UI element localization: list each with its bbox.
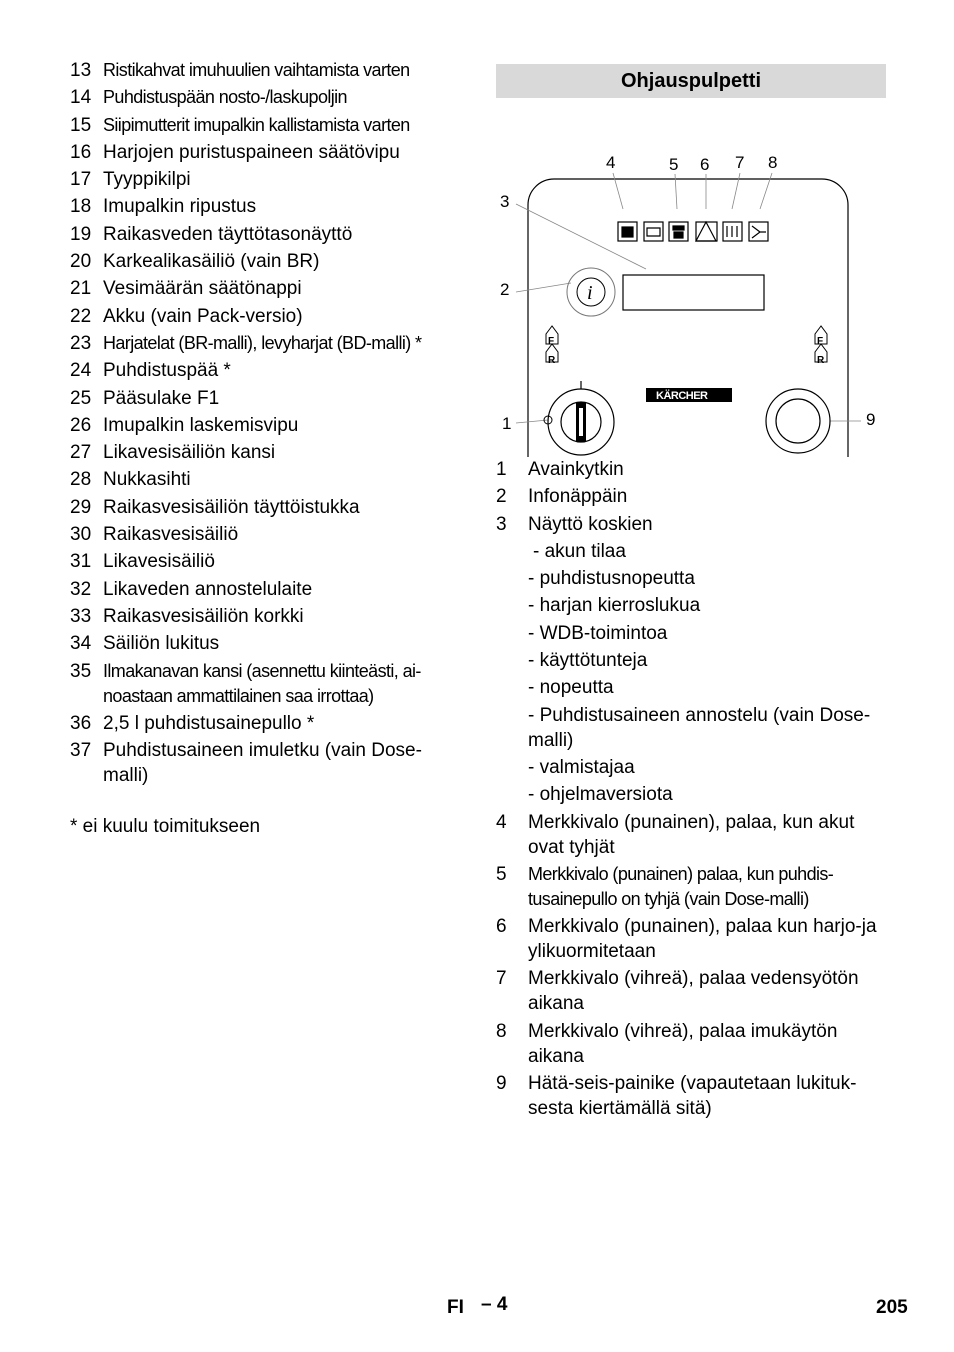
item-number: 33 <box>70 605 92 627</box>
item-number: 35 <box>70 660 92 682</box>
indicator-icons <box>618 222 768 241</box>
emergency-stop-button <box>766 389 830 453</box>
item-number: 16 <box>70 141 92 163</box>
legend-item <box>496 512 886 537</box>
item-number: 25 <box>70 387 92 409</box>
callout-9: 9 <box>866 410 876 429</box>
list-item <box>70 549 465 574</box>
list-item <box>70 631 465 656</box>
item-text: Raikasveden täyttötasonäyttö <box>103 223 353 245</box>
list-item <box>70 140 465 165</box>
item-number: 31 <box>70 551 92 573</box>
warning-triangle-icon <box>696 222 716 241</box>
item-text: Pääsulake F1 <box>103 387 220 409</box>
item-number: 24 <box>70 360 92 382</box>
legend-subitem: - valmistajaa <box>528 756 635 778</box>
list-item <box>70 604 465 629</box>
item-text: Merkkivalo (vihreä), palaa imukäytön aikana <box>528 1020 838 1067</box>
item-text: Säiliön lukitus <box>103 633 220 655</box>
item-text: Harjatelat (BR-malli), levyharjat (BD-malli) * <box>103 332 422 353</box>
legend-subitem: - ohjelmaversiota <box>528 784 673 806</box>
control-panel-section <box>496 64 886 1123</box>
list-item <box>70 659 465 709</box>
list-item <box>70 276 465 301</box>
item-text: Nukkasihti <box>103 469 191 491</box>
item-text: Merkkivalo (punainen) palaa, kun puhdis-tusainepullo on tyhjä (vain Dose-malli) <box>528 863 834 909</box>
list-item <box>70 738 465 788</box>
list-item <box>70 222 465 247</box>
footer-page-label: – 4 <box>481 1294 508 1315</box>
legend-item <box>496 484 886 509</box>
brand-text: KÄRCHER <box>656 390 708 402</box>
list-item <box>70 58 465 83</box>
legend-subitem: - käyttötunteja <box>528 650 648 672</box>
item-number: 6 <box>496 916 507 938</box>
button-f-right: F <box>817 336 824 347</box>
key-switch <box>544 381 614 455</box>
legend-item <box>496 914 886 964</box>
item-text: Tyyppikilpi <box>103 169 191 191</box>
callout-6: 6 <box>700 155 710 174</box>
button-f-left: F <box>548 336 555 347</box>
list-item <box>70 577 465 602</box>
item-text: Merkkivalo (punainen), palaa kun harjo-ja ylikuormitetaan <box>528 916 877 963</box>
item-number: 17 <box>70 169 92 191</box>
item-number: 8 <box>496 1020 507 1042</box>
item-number: 4 <box>496 811 507 833</box>
item-text: Puhdistusaineen imuletku (vain Dose-malli) <box>103 740 422 787</box>
item-number: 20 <box>70 251 92 273</box>
item-number: 1 <box>496 459 507 480</box>
item-number: 36 <box>70 712 92 734</box>
item-number: 28 <box>70 469 92 491</box>
legend-subitem: - akun tilaa <box>533 540 626 562</box>
list-item <box>70 522 465 547</box>
item-text: Ristikahvat imuhuulien vaihtamista varten <box>103 60 410 80</box>
list-item <box>70 495 465 520</box>
list-item <box>70 358 465 383</box>
item-number: 29 <box>70 496 92 518</box>
legend-subitem: - nopeutta <box>528 677 614 699</box>
item-text: Imupalkin ripustus <box>103 196 257 218</box>
item-number: 32 <box>70 578 92 600</box>
item-number: 9 <box>496 1073 507 1095</box>
item-text: Puhdistuspään nosto-/laskupoljin <box>103 87 347 108</box>
legend-subitem: - puhdistusnopeutta <box>528 568 695 590</box>
item-number: 22 <box>70 305 92 327</box>
legend-subitem: - Puhdistusaineen annostelu (vain Dose-malli) <box>528 704 871 751</box>
footer-language: FI <box>447 1297 464 1318</box>
legend-item <box>496 1019 886 1069</box>
item-text: Merkkivalo (punainen), palaa, kun akut ovat tyhjät <box>528 811 855 858</box>
item-text: Ilmakanavan kansi (asennettu kiinteästi, ai-noastaan ammattilainen saa irrottaa) <box>103 660 421 706</box>
item-text: 2,5 l puhdistusainepullo * <box>103 712 315 734</box>
item-number: 30 <box>70 524 92 546</box>
item-text: Likavesisäiliö <box>103 551 215 573</box>
item-text: Likaveden annostelulaite <box>103 578 313 600</box>
item-number: 21 <box>70 278 92 300</box>
item-number: 19 <box>70 223 92 245</box>
callout-4: 4 <box>606 153 616 172</box>
legend-item <box>496 1071 886 1121</box>
callout-7: 7 <box>735 153 745 172</box>
legend-item <box>496 457 886 482</box>
callout-3: 3 <box>500 192 510 211</box>
info-button <box>567 268 615 316</box>
list-item <box>70 331 465 356</box>
list-item <box>70 167 465 192</box>
item-number: 37 <box>70 740 92 762</box>
item-text: Merkkivalo (vihreä), palaa vedensyötön aikana <box>528 968 859 1015</box>
list-item <box>70 113 465 138</box>
item-text: Raikasvesisäiliön korkki <box>103 605 304 627</box>
list-item <box>70 413 465 438</box>
item-number: 18 <box>70 196 92 218</box>
item-text: Imupalkin laskemisvipu <box>103 414 299 436</box>
item-number: 26 <box>70 414 92 436</box>
item-text: Puhdistuspää * <box>103 360 231 382</box>
item-text: Karkealikasäiliö (vain BR) <box>103 251 320 273</box>
callout-2: 2 <box>500 280 510 299</box>
control-panel-diagram <box>496 112 886 457</box>
footer-page-number: 205 <box>876 1297 908 1318</box>
component-list <box>70 58 465 839</box>
display-screen <box>623 275 764 310</box>
item-text: Raikasvesisäiliö <box>103 524 239 546</box>
legend-item <box>496 966 886 1016</box>
item-text: Avainkytkin <box>528 459 624 480</box>
callout-1: 1 <box>502 414 512 433</box>
item-number: 23 <box>70 332 92 354</box>
button-r-left: R <box>548 355 556 366</box>
callout-5: 5 <box>669 155 679 174</box>
item-number: 15 <box>70 114 92 136</box>
legend-subitem: - WDB-toimintoa <box>528 622 668 644</box>
item-text: Hätä-seis-painike (vapautetaan lukituk-sesta kiertämällä sitä) <box>528 1073 857 1120</box>
button-r-right: R <box>817 355 825 366</box>
item-number: 13 <box>70 60 92 81</box>
list-item <box>70 440 465 465</box>
item-number: 3 <box>496 513 507 535</box>
legend-item <box>496 810 886 860</box>
item-number: 34 <box>70 633 92 655</box>
list-item <box>70 304 465 329</box>
list-item <box>70 711 465 736</box>
item-number: 5 <box>496 863 507 885</box>
legend-subitem: - harjan kierroslukua <box>528 595 701 617</box>
list-item <box>70 194 465 219</box>
item-text: Näyttö koskien <box>528 513 653 535</box>
list-item <box>70 85 465 110</box>
item-number: 2 <box>496 486 507 508</box>
callout-8: 8 <box>768 153 778 172</box>
item-text: Likavesisäiliön kansi <box>103 442 276 464</box>
item-text: Raikasvesisäiliön täyttöistukka <box>103 496 360 518</box>
legend-item <box>496 862 886 912</box>
item-text: Siipimutterit imupalkin kallistamista varten <box>103 114 410 135</box>
item-text: Harjojen puristuspaineen säätövipu <box>103 141 400 163</box>
item-text: Akku (vain Pack-versio) <box>103 305 303 327</box>
item-number: 14 <box>70 87 92 109</box>
list-item <box>70 249 465 274</box>
list-item <box>70 467 465 492</box>
item-number: 7 <box>496 968 507 990</box>
item-number: 27 <box>70 442 92 464</box>
item-text: Infonäppäin <box>528 486 628 508</box>
footnote: * ei kuulu toimitukseen <box>70 816 261 838</box>
section-title: Ohjauspulpetti <box>496 64 886 98</box>
item-text: Vesimäärän säätönappi <box>103 278 302 300</box>
list-item <box>70 386 465 411</box>
legend-list <box>496 457 886 1121</box>
info-label: i <box>587 282 593 304</box>
